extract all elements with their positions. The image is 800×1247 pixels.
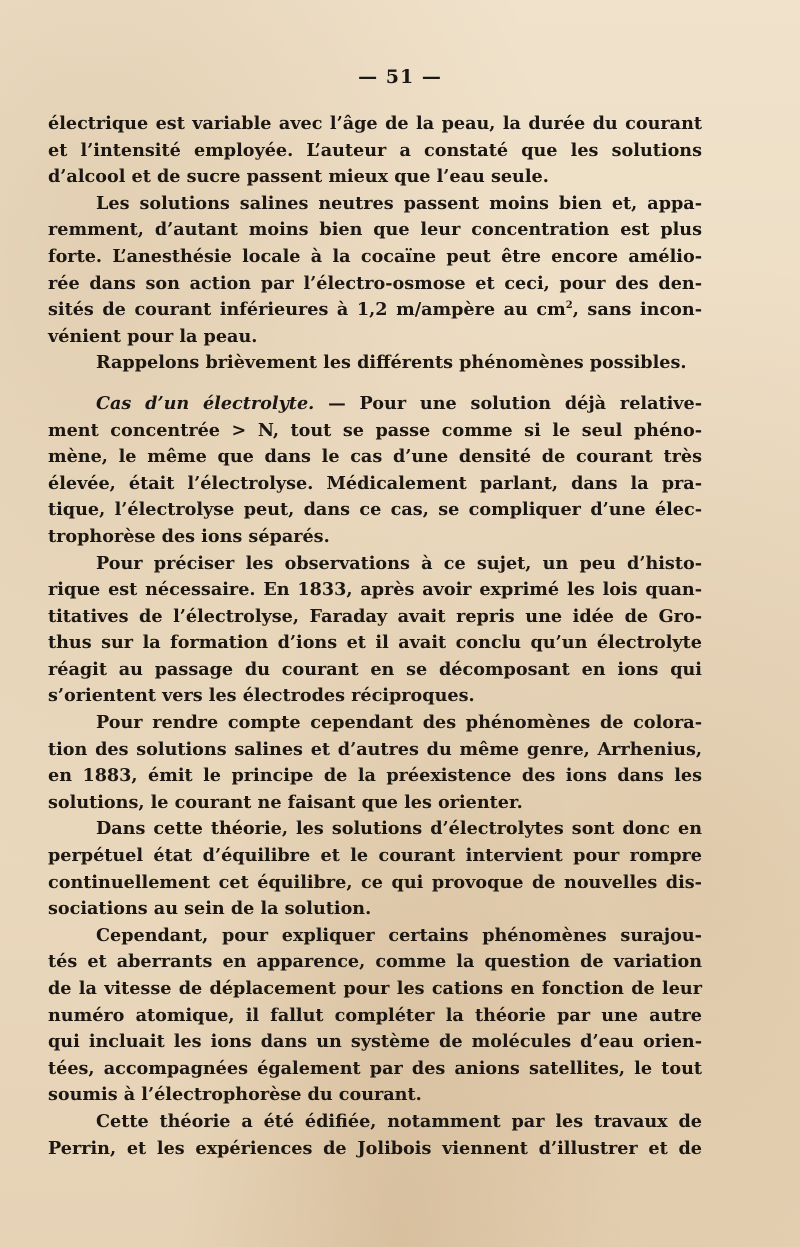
text-line: thus sur la formation d’ions et il avait conclu qu’un électrolyte <box>48 632 702 654</box>
text-line <box>48 297 702 324</box>
text-line: Cependant, pour expliquer certains phénomènes surajou- <box>96 924 702 946</box>
text-line: solutions, le courant ne faisant que les orienter. <box>48 791 523 813</box>
text-line: et l’intensité employée. L’auteur a constaté que les solutions <box>48 139 702 161</box>
text-line: Dans cette théorie, les solutions d’électrolytes sont donc en <box>96 818 702 840</box>
text-line: élevée, était l’électrolyse. Médicalement parlant, dans la pra- <box>48 472 702 494</box>
text-line: Rappelons brièvement les différents phénomènes possibles. <box>96 352 687 374</box>
text-line: Les solutions salines neutres passent moins bien et, appa- <box>96 192 702 214</box>
text-line: Pour rendre compte cependant des phénomènes de colora- <box>96 712 702 734</box>
text-line: tion des solutions salines et d’autres du même genre, Arrhenius, <box>48 738 702 760</box>
text-line: réagit au passage du courant en se décomposant en ions qui <box>48 658 702 680</box>
text-line: d’alcool et de sucre passent mieux que l’eau seule. <box>48 166 549 188</box>
text-line: Cette théorie a été édifiée, notamment par les travaux de <box>96 1110 702 1132</box>
text-line: électrique est variable avec l’âge de la peau, la durée du courant <box>48 113 702 134</box>
text-segment: sités de courant inférieures à 1,2 m/ampère au cm <box>48 299 566 321</box>
text-line: numéro atomique, il fallut compléter la théorie par une autre <box>48 1004 702 1026</box>
text-line: sociations au sein de la solution. <box>48 898 372 920</box>
text-line: vénient pour la peau. <box>48 325 258 347</box>
text-line: tés et aberrants en apparence, comme la question de variation <box>48 951 702 973</box>
text-line: rée dans son action par l’électro-osmose et ceci, pour des den- <box>48 272 702 294</box>
text-line: titatives de l’électrolyse, Faraday avait repris une idée de Gro- <box>48 605 702 627</box>
text-line: qui incluait les ions dans un système de molécules d’eau orien- <box>48 1031 702 1053</box>
text-line: mène, le même que dans le cas d’une densité de courant très <box>48 446 702 468</box>
text-line: tique, l’électrolyse peut, dans ce cas, se compliquer d’une élec- <box>48 499 702 521</box>
text-line: de la vitesse de déplacement pour les cations en fonction de leur <box>48 978 702 999</box>
text-line: trophorèse des ions séparés. <box>48 525 330 547</box>
text-segment: — Pour une solution déjà relative- <box>314 392 702 414</box>
body-text <box>48 111 702 1162</box>
text-line: forte. L’anesthésie locale à la cocaïne peut être encore amélio- <box>48 245 702 267</box>
text-line: rique est nécessaire. En 1833, après avoir exprimé les lois quan- <box>48 579 702 601</box>
text-segment: , sans incon- <box>572 299 702 321</box>
text-line: Perrin, et les expériences de Jolibois viennent d’illustrer et de <box>48 1137 702 1159</box>
text-line: Pour préciser les observations à ce sujet, un peu d’histo- <box>96 552 702 574</box>
text-line: s’orientent vers les électrodes réciproques. <box>48 685 475 707</box>
page-number: — 51 — <box>358 66 442 88</box>
text-line: en 1883, émit le principe de la préexistence des ions dans les <box>48 765 702 787</box>
text-line: continuellement cet équilibre, ce qui provoque de nouvelles dis- <box>48 871 702 893</box>
text-line: ment concentrée > N, tout se passe comme si le seul phéno- <box>48 419 702 441</box>
text-line: tées, accompagnées également par des anions satellites, le tout <box>48 1057 702 1079</box>
section-heading: Cas d’un électrolyte. <box>96 392 315 414</box>
text-line: remment, d’autant moins bien que leur concentration est plus <box>48 219 702 241</box>
text-line: soumis à l’électrophorèse du courant. <box>48 1084 422 1106</box>
text-line: perpétuel état d’équilibre et le courant intervient pour rompre <box>48 845 702 867</box>
superscript: 2 <box>565 300 573 312</box>
section-heading-line <box>48 391 702 418</box>
